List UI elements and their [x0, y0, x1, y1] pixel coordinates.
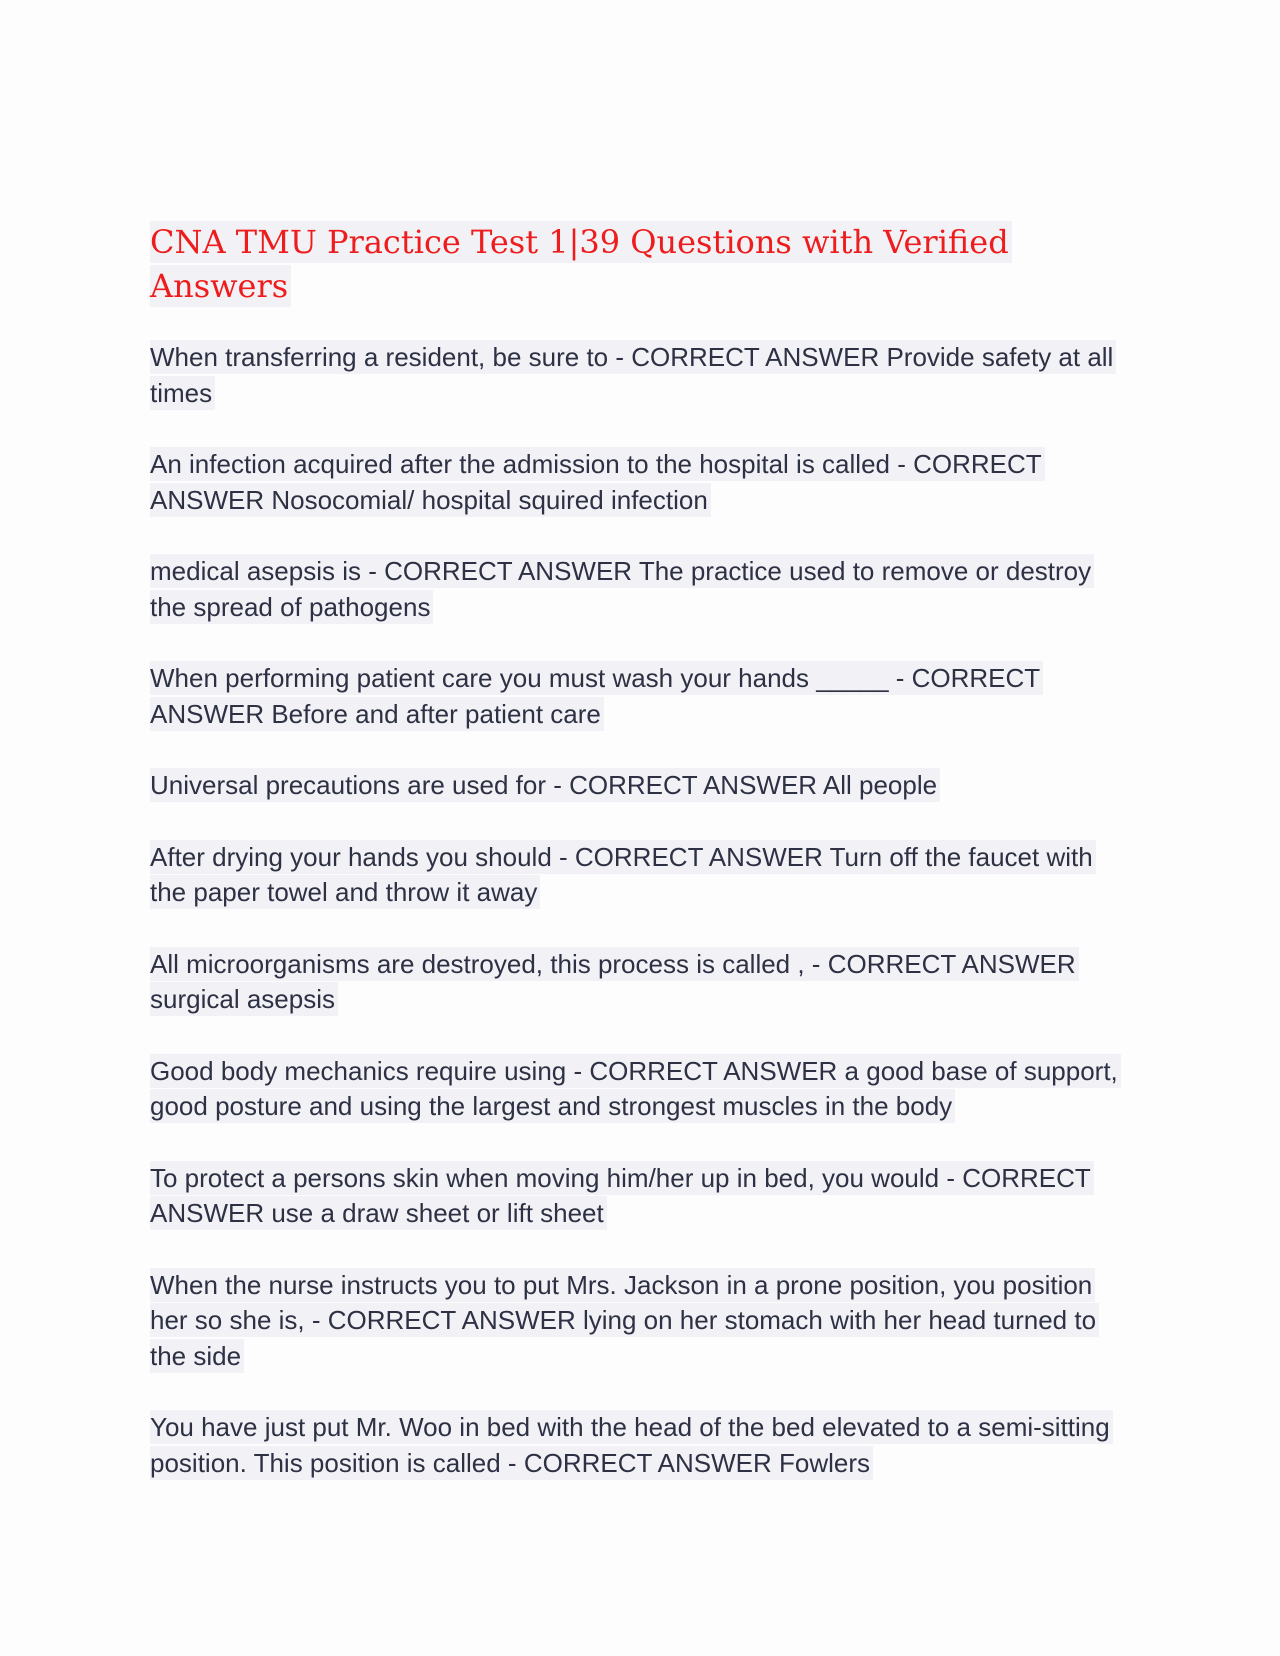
- qa-item: [150, 1054, 1130, 1125]
- qa-item: [150, 340, 1130, 411]
- qa-item: [150, 1161, 1130, 1232]
- qa-item: [150, 947, 1130, 1018]
- qa-item: [150, 1410, 1130, 1481]
- qa-item-text: You have just put Mr. Woo in bed with the head of the bed elevated to a semi-sitting position. This position is called - CORRECT ANSWER Fowlers: [150, 1410, 1113, 1480]
- qa-item-text: When performing patient care you must wash your hands _____ - CORRECT ANSWER Before and after patient care: [150, 661, 1043, 731]
- qa-item-text: All microorganisms are destroyed, this process is called , - CORRECT ANSWER surgical asepsis: [150, 947, 1079, 1017]
- qa-item: [150, 661, 1130, 732]
- qa-item-text: When transferring a resident, be sure to - CORRECT ANSWER Provide safety at all times: [150, 340, 1116, 410]
- document-title-text: CNA TMU Practice Test 1|39 Questions with Verified Answers: [150, 221, 1012, 307]
- qa-item: [150, 447, 1130, 518]
- qa-item-text: medical asepsis is - CORRECT ANSWER The practice used to remove or destroy the spread of pathogens: [150, 554, 1094, 624]
- qa-item-text: To protect a persons skin when moving him/her up in bed, you would - CORRECT ANSWER use a draw sheet or lift sheet: [150, 1161, 1094, 1231]
- qa-item: [150, 768, 1130, 804]
- qa-item: [150, 1268, 1130, 1375]
- qa-item: [150, 840, 1130, 911]
- qa-item: [150, 554, 1130, 625]
- document-title: [150, 220, 1130, 308]
- qa-item-text: When the nurse instructs you to put Mrs. Jackson in a prone position, you position her so she is, - CORRECT ANSWER lying on her stomach with her head turned to the side: [150, 1268, 1099, 1373]
- document-page: [150, 220, 1130, 1517]
- qa-item-text: Good body mechanics require using - CORRECT ANSWER a good base of support, good posture and using the largest and strongest muscles in the body: [150, 1054, 1121, 1124]
- qa-item-text: Universal precautions are used for - CORRECT ANSWER All people: [150, 768, 940, 802]
- qa-item-text: An infection acquired after the admission to the hospital is called - CORRECT ANSWER Nosocomial/ hospital squired infection: [150, 447, 1045, 517]
- qa-item-text: After drying your hands you should - CORRECT ANSWER Turn off the faucet with the paper towel and throw it away: [150, 840, 1096, 910]
